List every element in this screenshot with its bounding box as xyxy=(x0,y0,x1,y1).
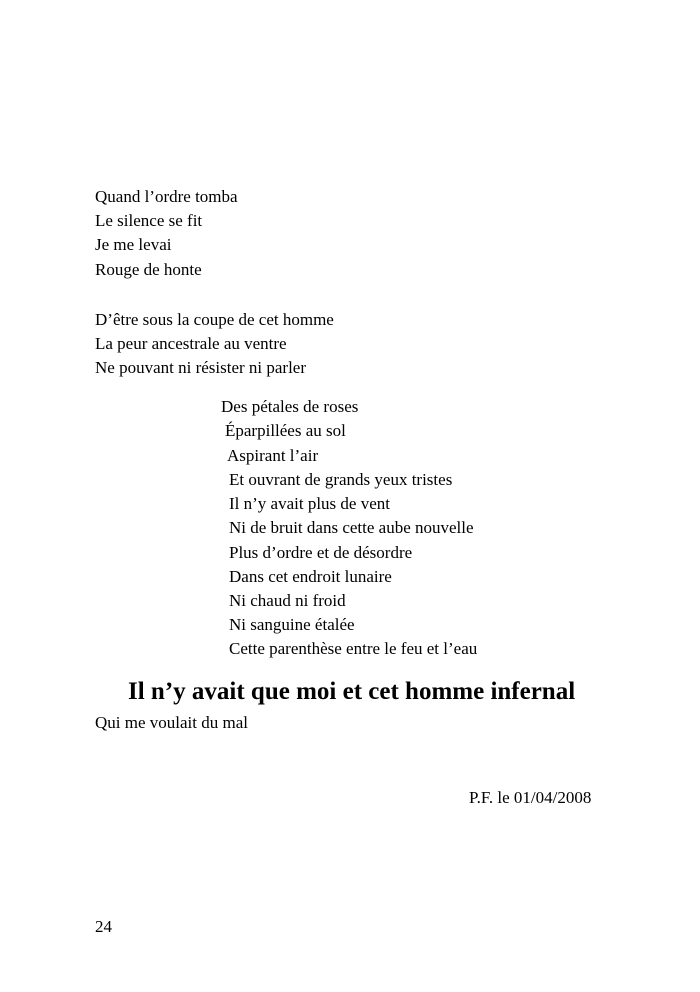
poem-line: Dans cet endroit lunaire xyxy=(229,567,392,586)
poem-line: Ni chaud ni froid xyxy=(229,591,346,610)
poem-line: D’être sous la coupe de cet homme xyxy=(95,310,334,329)
poem-line: Cette parenthèse entre le feu et l’eau xyxy=(229,639,478,658)
poem-line: Quand l’ordre tomba xyxy=(95,187,238,206)
poem-line: Et ouvrant de grands yeux tristes xyxy=(229,470,453,489)
poem-line: Rouge de honte xyxy=(95,260,202,279)
poem-line: La peur ancestrale au ventre xyxy=(95,334,287,353)
poem-line: Éparpillées au sol xyxy=(225,421,346,440)
page-number: 24 xyxy=(95,917,112,936)
poem-line: Ni de bruit dans cette aube nouvelle xyxy=(229,518,474,537)
poem-line: Des pétales de roses xyxy=(221,397,359,416)
poem-line: Aspirant l’air xyxy=(227,446,319,465)
poem-line: Le silence se fit xyxy=(95,211,203,230)
poem-highlight-line: Il n’y avait que moi et cet homme infernal xyxy=(128,678,576,705)
poem-line: Ni sanguine étalée xyxy=(229,615,355,634)
poem-line: Qui me voulait du mal xyxy=(95,713,248,732)
poem-line: Ne pouvant ni résister ni parler xyxy=(95,358,307,377)
poem-line: Plus d’ordre et de désordre xyxy=(229,543,413,562)
poem-line: Je me levai xyxy=(95,235,172,254)
signature: P.F. le 01/04/2008 xyxy=(469,788,592,807)
poem-line: Il n’y avait plus de vent xyxy=(229,494,390,513)
